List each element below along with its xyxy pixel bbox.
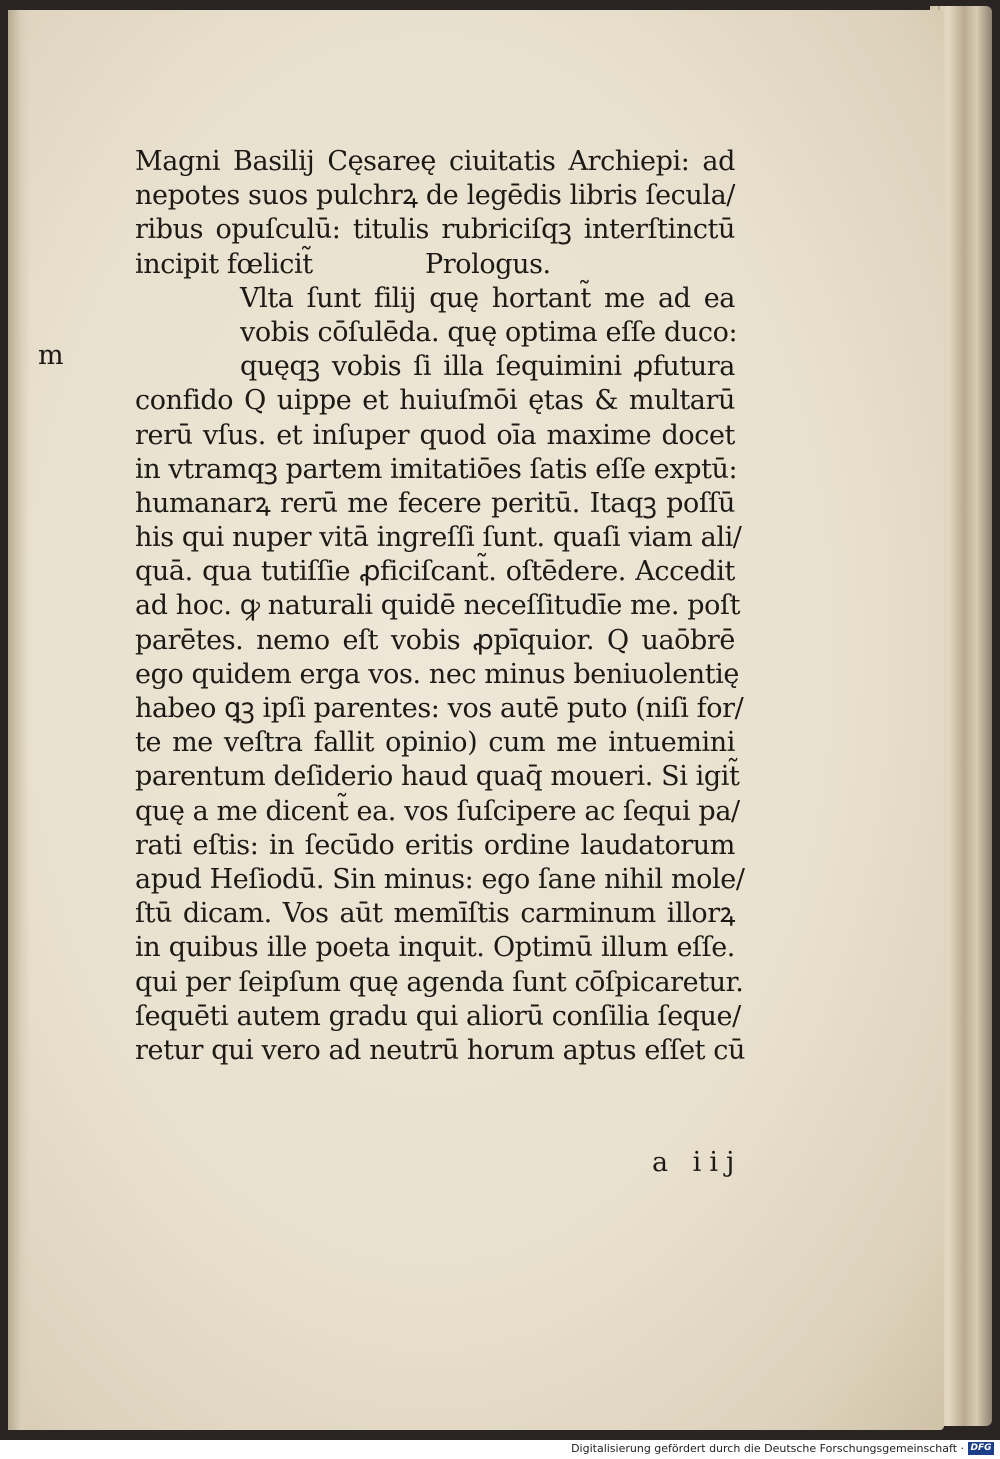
body-line: in quibus ille poeta inquit. Optimū illum eſſe. xyxy=(135,932,735,964)
body-line: his qui nuper vitā ingreſſi ſunt. quaſi viam ali/ xyxy=(135,522,742,554)
footer-bar xyxy=(0,1440,1000,1459)
body-line: quā. qua tutiſſie ꝓficiſcant̃. oſtēdere. Accedit xyxy=(135,556,735,588)
body-line: ſequēti autem gradu qui aliorū conſilia ſeque/ xyxy=(135,1000,741,1032)
body-line-indented-2: vobis cōſulēda. quę optima eſſe duco: xyxy=(240,316,738,348)
title-line-3: ribus opuſculū: titulis rubriciſqꝫ interſtinctū xyxy=(135,214,735,246)
body-line: quę a me dicent̃ ea. vos ſuſcipere ac ſequi pa/ xyxy=(135,795,740,827)
title-line-1: Magni Basilij Cęsareę ciuitatis Archiepi: ad xyxy=(135,146,735,177)
title-line-2: nepotes suos pulchrꝝ de legēdis libris ſecula/ xyxy=(135,180,735,212)
body-line: in vtramqꝫ partem imitatiōes ſatis eſſe exptū: xyxy=(135,453,738,485)
prologue-label: Prologus. xyxy=(425,248,551,280)
body-line: te me veſtra fallit opinio) cum me intuemini xyxy=(135,727,735,759)
body-line: parētes. nemo eſt vobis ꝓpīquior. Q uaōbrē xyxy=(135,624,735,656)
body-line: ad hoc. ꝙ naturali quidē neceſſitudīe me. poſt xyxy=(135,590,741,622)
dfg-logo: DFG xyxy=(968,1442,994,1455)
body-line: humanarꝝ rerū me fecere peritū. Itaqꝫ poſſū xyxy=(135,487,735,519)
body-line: apud Heſiodū. Sin minus: ego ſane nihil mole/ xyxy=(135,863,745,895)
body-line: ſtū dicam. Vos aūt memīſtis carminum illorꝝ xyxy=(135,898,735,930)
body-line: habeo ꝗꝫ ipſi parentes: vos autē puto (niſi for/ xyxy=(135,693,744,724)
body-line-indented-3: quęqꝫ vobis ſi illa ſequimini ꝓfutura xyxy=(240,351,735,383)
body-line: qui per ſeipſum quę agenda ſunt cōſpicaretur. xyxy=(135,966,744,998)
body-line: ego quidem erga vos. nec minus beniuolentię xyxy=(135,658,739,690)
footer-credit: Digitalisierung gefördert durch die Deutsche Forschungsgemeinschaft · xyxy=(571,1442,964,1455)
body-line: retur qui vero ad neutrū horum aptus eſſet cū xyxy=(135,1034,746,1066)
body-line: rerū vſus. et inſuper quod oīa maxime docet xyxy=(135,419,735,451)
body-line: confido Q uippe et huiuſmōi ętas & multarū xyxy=(135,385,735,417)
signature-mark: a iij xyxy=(652,1147,743,1178)
prologue-heading xyxy=(135,248,735,282)
body-line-indented-1: Vlta ſunt filij quę hortant̃ me ad ea xyxy=(240,282,735,314)
body-line: rati eſtis: in ſecūdo eritis ordine laudatorum xyxy=(135,829,735,861)
binding-gutter xyxy=(8,10,30,1430)
text-block xyxy=(135,145,746,1068)
body-line: parentum deſiderio haud quaq̄ moueri. Si igit̃ xyxy=(135,761,740,793)
incipit-text: incipit fœlicit̃ xyxy=(135,248,313,280)
initial-guide-letter: m xyxy=(38,340,64,371)
